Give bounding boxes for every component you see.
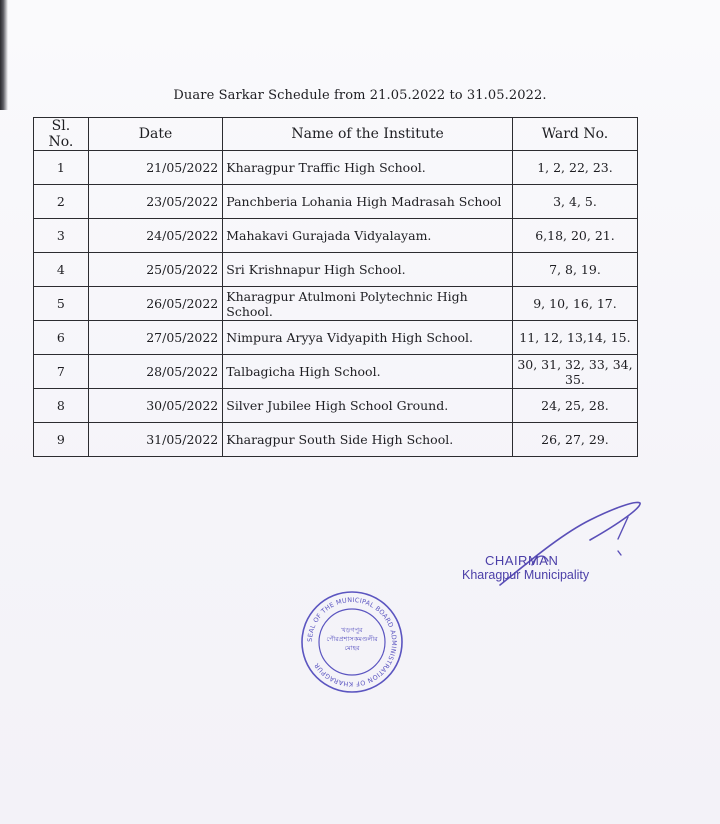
cell-date: 26/05/2022 — [88, 287, 222, 321]
cell-date: 31/05/2022 — [88, 423, 222, 457]
seal-inner-text: খড়গপুর পৌরপ্রশাসকমণ্ডলীর মোহর — [326, 626, 378, 652]
cell-institute: Kharagpur Atulmoni Polytechnic High School. — [223, 287, 513, 321]
cell-date: 25/05/2022 — [88, 253, 222, 287]
cell-sl-no: 6 — [34, 321, 89, 355]
signature-scribble-icon — [440, 495, 660, 605]
cell-sl-no: 4 — [34, 253, 89, 287]
cell-institute: Kharagpur Traffic High School. — [223, 151, 513, 185]
table-row — [34, 389, 638, 423]
cell-sl-no: 8 — [34, 389, 89, 423]
cell-date: 21/05/2022 — [88, 151, 222, 185]
table-row — [34, 185, 638, 219]
cell-institute: Silver Jubilee High School Ground. — [223, 389, 513, 423]
cell-institute: Talbagicha High School. — [223, 355, 513, 389]
cell-date: 30/05/2022 — [88, 389, 222, 423]
cell-date: 23/05/2022 — [88, 185, 222, 219]
cell-sl-no: 1 — [34, 151, 89, 185]
header-sl-no: Sl. No. — [34, 118, 89, 151]
table-row — [34, 151, 638, 185]
signatory-organization: Kharagpur Municipality — [462, 568, 590, 582]
cell-sl-no: 2 — [34, 185, 89, 219]
cell-sl-no: 5 — [34, 287, 89, 321]
table-row — [34, 355, 638, 389]
header-institute: Name of the Institute — [223, 118, 513, 151]
cell-date: 28/05/2022 — [88, 355, 222, 389]
cell-institute: Panchberia Lohania High Madrasah School — [223, 185, 513, 219]
cell-ward-no: 9, 10, 16, 17. — [512, 287, 637, 321]
cell-date: 27/05/2022 — [88, 321, 222, 355]
cell-ward-no: 6,18, 20, 21. — [512, 219, 637, 253]
cell-sl-no: 3 — [34, 219, 89, 253]
cell-ward-no: 7, 8, 19. — [512, 253, 637, 287]
cell-ward-no: 26, 27, 29. — [512, 423, 637, 457]
header-ward-no: Ward No. — [512, 118, 637, 151]
table-row — [34, 321, 638, 355]
cell-institute: Mahakavi Gurajada Vidyalayam. — [223, 219, 513, 253]
municipal-seal-icon — [300, 590, 404, 694]
table-row — [34, 423, 638, 457]
table-row — [34, 219, 638, 253]
table-header-row — [34, 118, 638, 151]
cell-ward-no: 3, 4, 5. — [512, 185, 637, 219]
table-row — [34, 253, 638, 287]
document-title: Duare Sarkar Schedule from 21.05.2022 to 31.05.2022. — [173, 88, 547, 103]
cell-date: 24/05/2022 — [88, 219, 222, 253]
cell-ward-no: 24, 25, 28. — [512, 389, 637, 423]
header-date: Date — [88, 118, 222, 151]
cell-institute: Sri Krishnapur High School. — [223, 253, 513, 287]
cell-institute: Kharagpur South Side High School. — [223, 423, 513, 457]
seal-outer-text: SEAL OF THE MUNICIPAL BOARD ADMINISTRATION OF KHARAGPUR — [305, 595, 399, 689]
cell-ward-no: 1, 2, 22, 23. — [512, 151, 637, 185]
cell-ward-no: 11, 12, 13,14, 15. — [512, 321, 637, 355]
cell-sl-no: 9 — [34, 423, 89, 457]
signatory-title: CHAIRMAN — [485, 553, 559, 568]
schedule-table — [33, 117, 638, 457]
cell-ward-no: 30, 31, 32, 33, 34, 35. — [512, 355, 637, 389]
table-row — [34, 287, 638, 321]
cell-sl-no: 7 — [34, 355, 89, 389]
cell-institute: Nimpura Aryya Vidyapith High School. — [223, 321, 513, 355]
